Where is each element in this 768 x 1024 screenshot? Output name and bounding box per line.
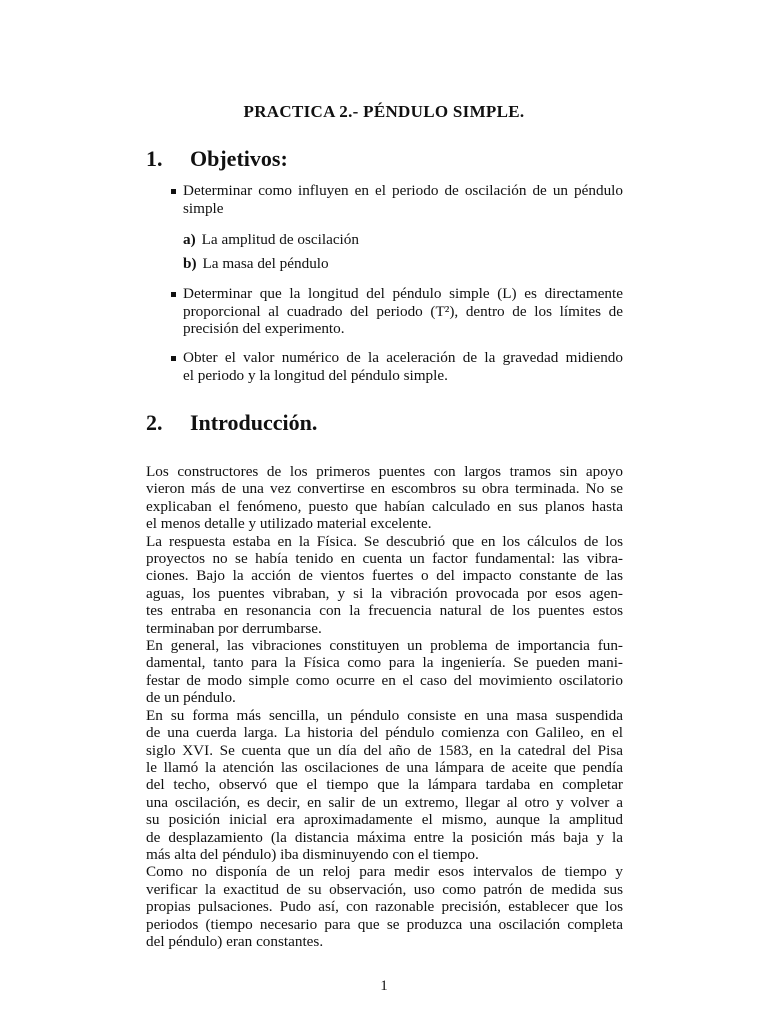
text-line: del techo, observó que el tiempo que la lámpara tardaba en completar xyxy=(146,776,623,794)
objective-item-1 xyxy=(183,182,623,217)
text-line: En su forma más sencilla, un péndulo consiste en una masa suspendida xyxy=(146,706,623,724)
bullet-marker xyxy=(171,356,173,358)
paragraph-4 xyxy=(146,707,623,864)
text-line: ciones. Bajo la acción de vientos fuertes o del impacto constante de las xyxy=(146,567,623,585)
text-line: su posición inicial era aproximadamente el mismo, aunque la amplitud xyxy=(146,811,623,829)
section-heading-objetivos xyxy=(146,146,288,172)
section-number: 2. xyxy=(146,410,163,435)
paragraph-5 xyxy=(146,863,623,950)
text-line: damental, tanto para la Física como para la ingeniería. Se pueden mani- xyxy=(146,654,623,672)
text-line: de un péndulo. xyxy=(146,689,236,707)
text-line: más alta del péndulo) iba disminuyendo con el tiempo. xyxy=(146,845,479,863)
intro-body xyxy=(146,463,623,950)
text-line: vieron más de una vez convertirse en escombros su obra terminada. No se xyxy=(146,480,623,498)
text-line: el menos detalle y utilizado material excelente. xyxy=(146,515,432,533)
sub-item-b xyxy=(183,255,329,273)
text-line: verificar la exactitud de su observación, uso como patrón de medida sus xyxy=(146,880,623,898)
text-line: explicaban el fenómeno, puesto que habían calculado en sus planos hasta xyxy=(146,497,623,515)
text-line: periodos (tiempo necesario para que se produzca una oscilación completa xyxy=(146,915,623,933)
text-line: Como no disponía de un reloj para medir esos intervalos de tiempo y xyxy=(146,863,623,881)
objective-line: simple xyxy=(183,199,224,217)
objective-line: el periodo y la longitud del péndulo simple. xyxy=(183,366,448,384)
page-title: PRACTICA 2.- PÉNDULO SIMPLE. xyxy=(243,102,525,121)
text-line: del péndulo) eran constantes. xyxy=(146,932,324,950)
text-line: una oscilación, es decir, en salir de un extremo, llegar al otro y volver a xyxy=(146,793,623,811)
section-title: Introducción. xyxy=(190,410,318,435)
objective-line: Determinar como influyen en el periodo de oscilación de un péndulo xyxy=(183,182,623,199)
text-line: festar de modo simple como ocurre en el caso del movimiento oscilatorio xyxy=(146,671,623,689)
sub-item-letter: a) xyxy=(183,231,196,248)
section-title: Objetivos: xyxy=(190,146,288,171)
sub-item-text: La amplitud de oscilación xyxy=(201,231,359,248)
sub-item-text: La masa del péndulo xyxy=(202,255,329,272)
sub-item-letter: b) xyxy=(183,255,197,272)
text-line: terminaban por derrumbarse. xyxy=(146,619,322,637)
text-line: aguas, los puentes vibraban, y si la vibración provocada por esos agen- xyxy=(146,584,623,602)
text-line: de desplazamiento (la distancia máxima entre la posición más baja y la xyxy=(146,828,623,846)
paragraph-2 xyxy=(146,533,623,637)
section-heading-introduccion xyxy=(146,410,317,436)
paragraph-1 xyxy=(146,463,623,533)
text-line: proyectos no se había tenido en cuenta un factor fundamental: las vibra- xyxy=(146,550,623,568)
text-line: de una cuerda larga. La historia del péndulo comienza con Galileo, en el xyxy=(146,724,623,742)
bullet-marker xyxy=(171,292,173,294)
text-line: La respuesta estaba en la Física. Se descubrió que en los cálculos de los xyxy=(146,532,623,550)
paragraph-3 xyxy=(146,637,623,707)
text-line: En general, las vibraciones constituyen un problema de importancia fun- xyxy=(146,637,623,655)
text-line: siglo XVI. Se cuenta que un día del año de 1583, en la catedral del Pisa xyxy=(146,741,623,759)
text-line: Los constructores de los primeros puentes con largos tramos sin apoyo xyxy=(146,463,623,480)
objective-line: precisión del experimento. xyxy=(183,320,345,337)
objective-line: Determinar que la longitud del péndulo simple (L) es directamente xyxy=(183,285,623,302)
objective-line: Obter el valor numérico de la aceleración de la gravedad midiendo xyxy=(183,349,623,366)
objective-line: proporcional al cuadrado del periodo (T²), dentro de los límites de xyxy=(183,302,623,320)
sub-item-a xyxy=(183,231,359,249)
section-number: 1. xyxy=(146,146,163,171)
objective-item-3 xyxy=(183,349,623,384)
text-line: propias pulsaciones. Pudo así, con razonable precisión, establecer que los xyxy=(146,898,623,916)
bullet-marker xyxy=(171,189,173,191)
text-line: le llamó la atención las oscilaciones de una lámpara de aceite que pendía xyxy=(146,758,623,776)
text-line: tes entraba en resonancia con la frecuencia natural de los puentes estos xyxy=(146,602,623,620)
page-number: 1 xyxy=(380,978,388,994)
objective-item-2 xyxy=(183,285,623,338)
